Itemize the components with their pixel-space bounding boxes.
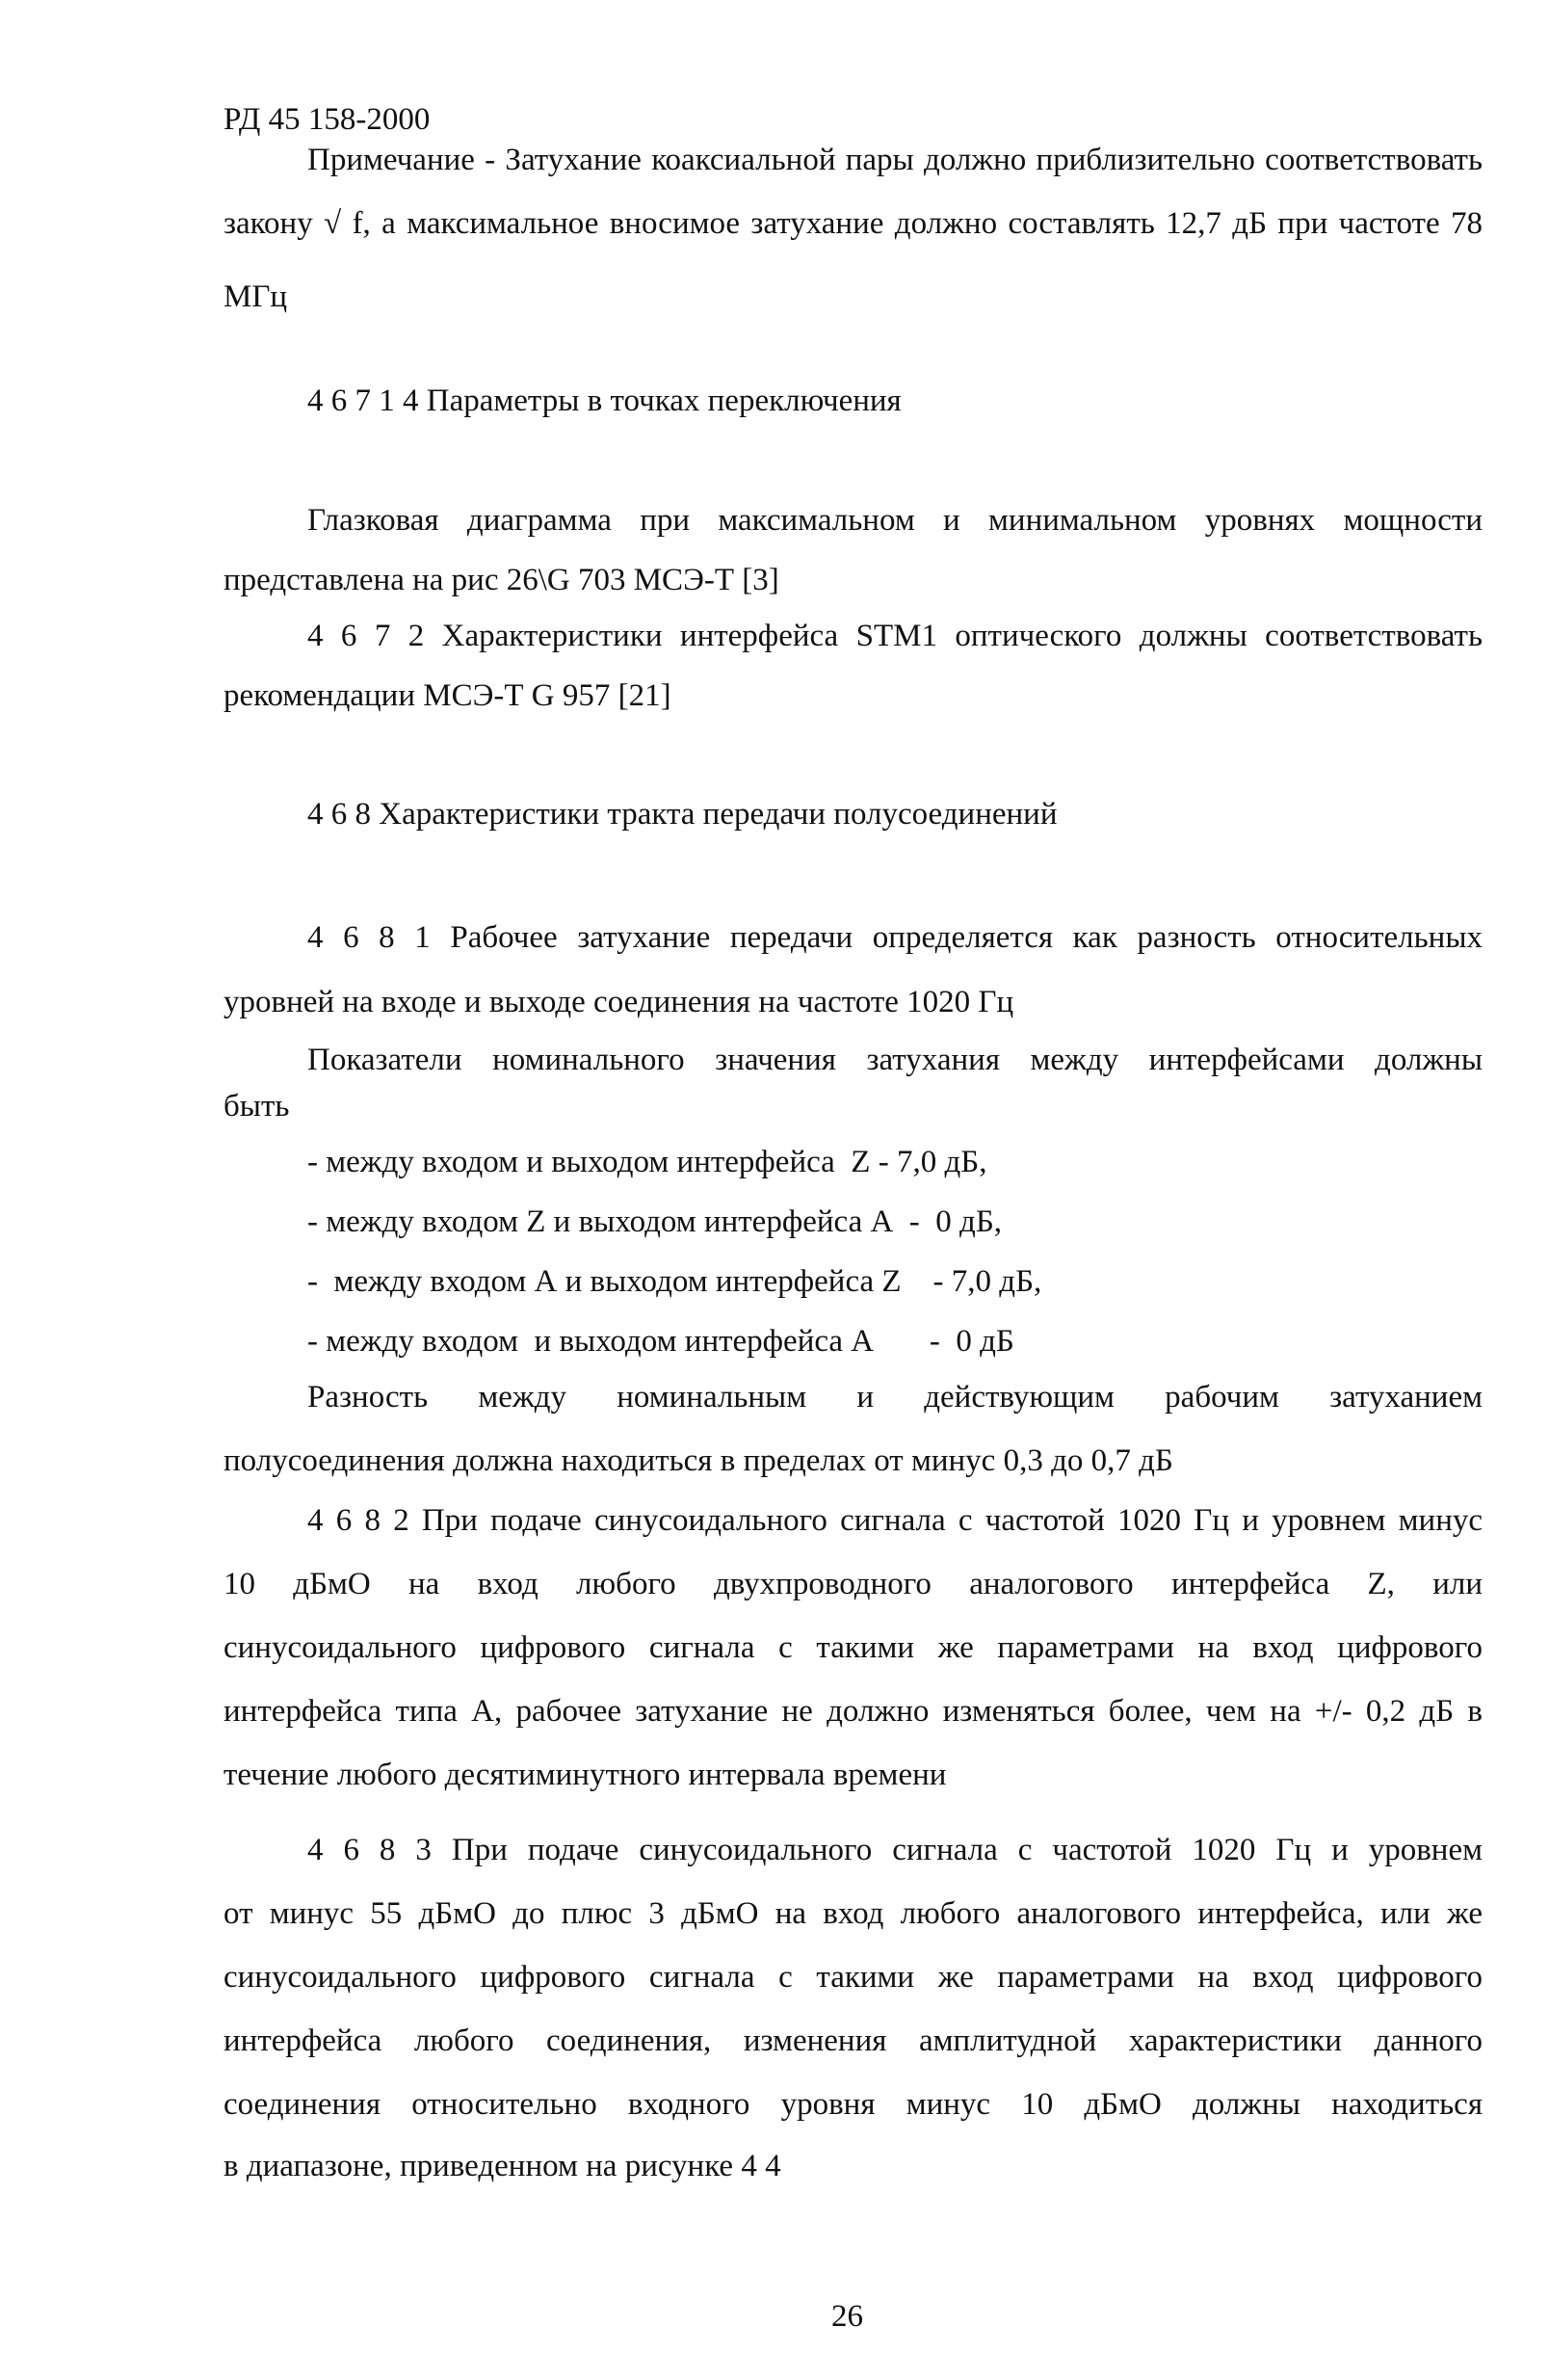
paragraph-line: уровней на входе и выходе соединения на частоте 1020 Гц [223,985,1014,1019]
section-heading-4-6-8: 4 6 8 Характеристики тракта передачи полусоединений [307,797,1058,832]
paragraph-line: представлена на рис 26\G 703 МСЭ-Т [3] [223,563,779,597]
paragraph-line: интерфейса любого соединения, изменения амплитудной характеристики данного [223,2023,1483,2058]
paragraph-line: рекомендации МСЭ-Т G 957 [21] [223,678,671,713]
paragraph-line: 4 6 8 3 При подаче синусоидального сигнала с частотой 1020 Гц и уровнем [307,1833,1483,1867]
paragraph-line: синусоидального цифрового сигнала с такими же параметрами на вход цифрового [223,1630,1483,1665]
paragraph-line: полусоединения должна находиться в пределах от минус 0,3 до 0,7 дБ [223,1443,1173,1478]
paragraph-line: 10 дБмО на вход любого двухпроводного аналогового интерфейса Z, или [223,1567,1483,1601]
paragraph-line: соединения относительно входного уровня минус 10 дБмО должны находиться [223,2087,1483,2122]
paragraph-line: Разность между номинальным и действующим рабочим затуханием [307,1380,1483,1415]
paragraph-line: быть [223,1089,290,1124]
note-line-2: закону √ f, а максимальное вносимое затухание должно составлять 12,7 дБ при частоте 78 [223,206,1483,241]
list-item: - между входом Z и выходом интерфейса А - 0 дБ, [307,1204,1003,1239]
document-code: РД 45 158-2000 [223,102,431,137]
paragraph-line: в диапазоне, приведенном на рисунке 4 4 [223,2149,781,2183]
paragraph-line: 4 6 8 1 Рабочее затухание передачи определяется как разность относительных [307,920,1483,955]
list-item: - между входом и выходом интерфейса А - 0 дБ [307,1324,1014,1359]
paragraph-line: Показатели номинального значения затухания между интерфейсами должны [307,1043,1483,1077]
list-item: - между входом А и выходом интерфейса Z - 7,0 дБ, [307,1264,1042,1299]
paragraph-line: 4 6 7 2 Характеристики интерфейса STM1 оптического должны соответствовать [307,619,1483,653]
paragraph-line: 4 6 8 2 При подаче синусоидального сигнала с частотой 1020 Гц и уровнем минус [307,1503,1483,1538]
paragraph-line: от минус 55 дБмО до плюс 3 дБмО на вход любого аналогового интерфейса, или же [223,1896,1483,1931]
paragraph-line: Глазковая диаграмма при максимальном и минимальном уровнях мощности [307,503,1483,538]
list-item: - между входом и выходом интерфейса Z - 7,0 дБ, [307,1145,987,1179]
note-line-1: Примечание - Затухание коаксиальной пары должно приблизительно соответствовать [307,143,1483,177]
note-line-3: МГц [223,279,288,314]
page-number: 26 [831,2299,863,2334]
paragraph-line: интерфейса типа А, рабочее затухание не должно изменяться более, чем на +/- 0,2 дБ в [223,1694,1483,1729]
section-heading-4-6-7-1-4: 4 6 7 1 4 Параметры в точках переключения [307,383,902,418]
paragraph-line: течение любого десятиминутного интервала времени [223,1758,947,1792]
paragraph-line: синусоидального цифрового сигнала с такими же параметрами на вход цифрового [223,1960,1483,1995]
